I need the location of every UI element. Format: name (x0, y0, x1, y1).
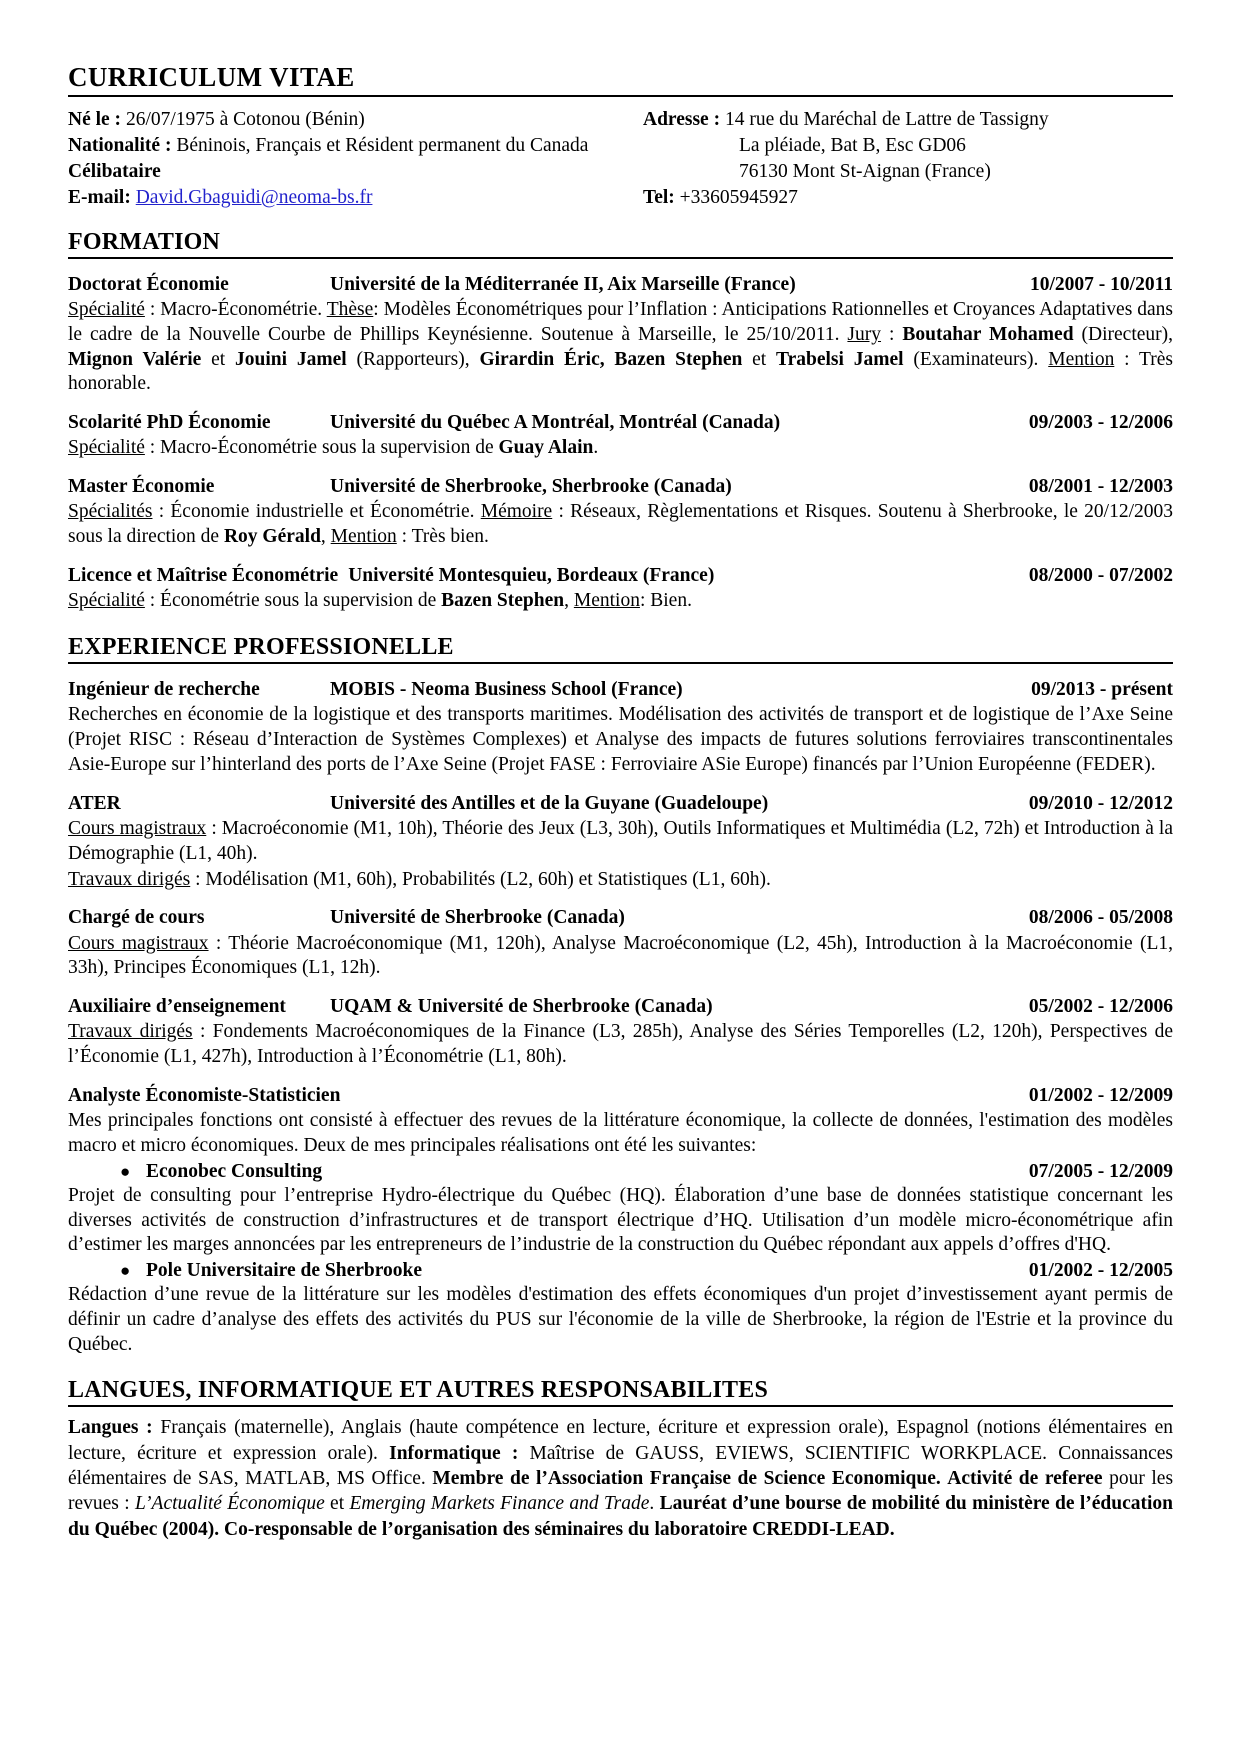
address-line-3 (643, 159, 1173, 185)
entry-header (68, 677, 1173, 702)
bullet-header-econobec (68, 1161, 1173, 1183)
bullet-date: 01/2002 - 12/2005 (1028, 1260, 1173, 1282)
section-heading-langues: LANGUES, INFORMATIQUE ET AUTRES RESPONSABILITES (68, 1377, 1173, 1407)
entry-org: Université des Antilles et de la Guyane (Guadeloupe) (330, 792, 769, 814)
entry-org: Université Montesquieu, Bordeaux (France) (348, 564, 715, 586)
bullet-dot-icon: ● (120, 1261, 131, 1281)
label-memoire: Mémoire (480, 501, 553, 523)
jury-name-2: Mignon Valérie (68, 348, 202, 370)
experience-entry-ingenieur (68, 677, 1173, 778)
jury-text-2: et (201, 348, 235, 370)
entry-org: Université de Sherbrooke, Sherbrooke (Canada) (330, 476, 732, 498)
entry-org: Université de Sherbrooke (Canada) (330, 907, 625, 929)
label-travaux-diriges: Travaux dirigés (68, 1021, 193, 1043)
entry-body (68, 436, 1173, 461)
label-specialite: Spécialité (68, 437, 145, 459)
tel-line (643, 185, 1173, 211)
entry-body (68, 500, 1173, 550)
label-specialite: Spécialité (68, 590, 145, 612)
entry-role: Auxiliaire d’enseignement (68, 996, 286, 1018)
tel-value: +33605945927 (674, 186, 798, 208)
text-1: : Économétrie sous la supervision de (144, 590, 442, 612)
label-cours-magistraux: Cours magistraux (68, 932, 209, 954)
bullet-label: Pole Universitaire de Sherbrooke (146, 1260, 423, 1282)
entry-org: Université du Québec A Montréal, Montréal (Canada) (330, 412, 781, 434)
section-heading-formation: FORMATION (68, 229, 1173, 259)
email-link[interactable]: David.Gbaguidi@neoma-bs.fr (135, 186, 373, 208)
entry-role: ATER (68, 792, 121, 814)
jury-text-3: (Rapporteurs), (346, 348, 480, 370)
page-title: CURRICULUM VITAE (68, 62, 1173, 97)
formation-entry-licence-maitrise (68, 563, 1173, 614)
bullet-date: 07/2005 - 12/2009 (1028, 1160, 1173, 1182)
text-2: , (564, 590, 574, 612)
contact-block (68, 107, 1173, 211)
entry-date: 09/2010 - 12/2012 (1028, 792, 1173, 814)
entry-role: Master Économie (68, 476, 215, 498)
experience-entry-auxiliaire (68, 994, 1173, 1070)
jury-name-5: Trabelsi Jamel (776, 348, 904, 370)
jury-text-4: et (742, 348, 777, 370)
label-langues: Langues : (68, 1417, 153, 1439)
entry-role: Doctorat Économie (68, 273, 229, 295)
jury-text-5: (Examinateurs). (903, 348, 1049, 370)
supervisor-name: Bazen Stephen (441, 590, 565, 612)
entry-header (68, 791, 1173, 816)
entry-body (68, 589, 1173, 614)
text-2: . (593, 437, 599, 459)
jury-name-4: Girardin Éric, Bazen Stephen (479, 348, 743, 370)
formation-entry-scolarite-phd (68, 410, 1173, 461)
section-heading-experience: EXPERIENCE PROFESSIONELLE (68, 634, 1173, 664)
text-4: pour les revues : (68, 1467, 1174, 1515)
label-these: Thèse (326, 299, 374, 321)
address-value-3: 76130 Mont St-Aignan (France) (739, 160, 991, 182)
supervisor-name: Roy Gérald (223, 526, 321, 548)
label-jury: Jury (847, 323, 882, 345)
address-line-2 (643, 133, 1173, 159)
experience-entry-analyste (68, 1083, 1173, 1357)
label-mention: Mention (330, 526, 397, 548)
entry-header (68, 272, 1173, 297)
birth-line (68, 107, 643, 133)
address-label: Adresse : (643, 109, 721, 130)
text-2: : Modèles Économétriques pour l’Inflation : Anticipations Rationnelles et Croyances Adaptatives dans le cadre de la Nouvelle Courbe de Phillips Keynésienne. Soutenue à Marseille, le 25/10/2011. (68, 299, 1173, 345)
bullet-label: Econobec Consulting (146, 1160, 323, 1182)
nationality-line (68, 133, 643, 159)
jury-name-3: Jouini Jamel (235, 348, 347, 370)
contact-right-column (643, 107, 1173, 211)
bullet-body: Rédaction d’une revue de la littérature sur les modèles d'estimation des effets économiques d'un projet d’investissement ayant permis de définir un cadre d’analyse des effets des activités du PUS sur l'économie de la ville de Sherbrooke, la région de l'Estrie et la province du Québec. (68, 1284, 1173, 1355)
text-6: . (649, 1493, 660, 1515)
birth-label: Né le : (68, 109, 122, 130)
entry-body (68, 298, 1173, 397)
label-specialite: Spécialité (68, 299, 145, 321)
entry-body: Mes principales fonctions ont consisté à effectuer des revues de la littérature économique, la collecte de données, l'estimation des modèles macro et micro économiques. Deux de mes principales réalisations ont été les suivantes: (68, 1110, 1173, 1157)
jury-name-1: Boutahar Mohamed (902, 323, 1074, 345)
awards-text: Lauréat d’une bourse de mobilité du ministère de l’éducation du Québec (2004). Co-responsable de l’organisation des séminaires du laboratoire CREDDI-LEAD. (68, 1493, 1173, 1540)
entry-date: 01/2002 - 12/2009 (1028, 1084, 1173, 1106)
langues-body (68, 1415, 1173, 1542)
entry-body-cours (68, 817, 1173, 867)
label-cours-magistraux: Cours magistraux (68, 818, 207, 839)
text-2: : Réseaux, Règlementations et Risques. Soutenu à Sherbrooke, le 20/12/2003 sous la direction de (68, 501, 1174, 548)
text-1: Français (maternelle), Anglais (haute compétence en lecture, écriture et expression orale), Espagnol (notions élémentaires en lecture, écriture et expression orale). (68, 1417, 1173, 1464)
entry-header (68, 1083, 1173, 1108)
marital-label: Célibataire (68, 160, 161, 182)
supervisor-name: Guay Alain (498, 437, 594, 459)
entry-body (68, 1020, 1173, 1070)
entry-date: 09/2003 - 12/2006 (1028, 412, 1173, 434)
text-1: : Macroéconomie (M1, 10h), Théorie des Jeux (L3, 30h), Outils Informatiques et Multimédia (L2, 72h) et Introduction à la Démographie (L1, 40h). (68, 818, 1173, 864)
entry-role: Licence et Maîtrise Économétrie (68, 564, 339, 586)
formation-entry-doctorat (68, 272, 1173, 397)
entry-date: 08/2001 - 12/2003 (1028, 476, 1173, 498)
text-3: : (881, 323, 903, 345)
entry-org: MOBIS - Neoma Business School (France) (330, 679, 683, 701)
label-travaux-diriges: Travaux dirigés (68, 868, 191, 890)
text-1: : Théorie Macroéconomique (M1, 120h), Analyse Macroéconomique (L2, 45h), Introduction à la Macroéconomie (L1, 33h), Principes Économiques (L1, 12h). (68, 932, 1174, 979)
text-1: : Économie industrielle et Économétrie. (152, 501, 481, 523)
membership-text: Membre de l’Association Française de Science Economique. (432, 1467, 941, 1489)
entry-date: 10/2007 - 10/2011 (1029, 273, 1173, 295)
entry-header (68, 474, 1173, 499)
text-2: Maîtrise de GAUSS, EVIEWS, SCIENTIFIC WORKPLACE. Connaissances élémentaires de SAS, MATLAB, MS Office. (68, 1442, 1173, 1489)
text-1: : Macro-Économétrie sous la supervision de (144, 437, 499, 459)
entry-date: 05/2002 - 12/2006 (1028, 996, 1173, 1018)
text-3: : Bien. (639, 590, 692, 612)
entry-date: 08/2006 - 05/2008 (1028, 907, 1173, 929)
marital-line (68, 159, 643, 185)
entry-body-travaux (68, 868, 1173, 893)
journal-name-1: L’Actualité Économique (134, 1493, 325, 1515)
address-value-2: La pléiade, Bat B, Esc GD06 (739, 134, 966, 156)
entry-header (68, 563, 1173, 588)
entry-role: Scolarité PhD Économie (68, 412, 271, 434)
bullet-body: Projet de consulting pour l’entreprise Hydro-électrique du Québec (HQ). Élaboration d’une base de données statistique concernant les diverses activités de construction d’infrastructures et de transport électrique d’HQ. Utilisation d’un modèle micro-économétrique afin d’estimer les marges annoncées par les entrepreneurs de l’industrie de la construction du Québec répondant aux appels d’offres d'HQ. (68, 1184, 1173, 1256)
label-mention: Mention (1048, 348, 1115, 370)
jury-text-1: (Directeur), (1073, 323, 1174, 345)
nationality-label: Nationalité : (68, 134, 172, 156)
tel-label: Tel: (643, 186, 675, 208)
bullet-dot-icon: ● (120, 1161, 131, 1181)
text-4: : Très honorable. (68, 348, 1173, 395)
experience-entry-charge-de-cours (68, 905, 1173, 981)
entry-org: Université de la Méditerranée II, Aix Marseille (France) (330, 273, 796, 295)
entry-role: Analyste Économiste-Statisticien (68, 1084, 341, 1106)
nationality-value: Béninois, Français et Résident permanent du Canada (171, 134, 589, 156)
address-value-1: 14 rue du Maréchal de Lattre de Tassigny (720, 109, 1049, 130)
entry-header (68, 410, 1173, 435)
experience-entry-ater (68, 791, 1173, 893)
email-line (68, 185, 643, 211)
bullet-header-pole-universitaire (68, 1260, 1173, 1282)
text-3: , (320, 526, 331, 548)
entry-date: 09/2013 - présent (1031, 679, 1173, 701)
text-1: : Fondements Macroéconomiques de la Finance (L3, 285h), Analyse des Séries Temporelles (L2, 120h), Perspectives de l’Économie (L1, 427h), Introduction à l’Économétrie (L1, 80h). (68, 1021, 1173, 1068)
entry-role: Chargé de cours (68, 907, 205, 929)
label-referee: Activité de referee (947, 1467, 1103, 1489)
label-informatique: Informatique : (389, 1442, 519, 1464)
email-label: E-mail: (68, 186, 131, 208)
label-specialites: Spécialités (68, 501, 153, 523)
journal-name-2: Emerging Markets Finance and Trade (349, 1493, 650, 1515)
formation-entry-master (68, 474, 1173, 550)
entry-header (68, 994, 1173, 1019)
text-4: : Très bien. (396, 526, 489, 548)
birth-value: 26/07/1975 à Cotonou (Bénin) (121, 109, 365, 130)
text-1: : Macro-Économétrie. (144, 299, 327, 321)
entry-org: UQAM & Université de Sherbrooke (Canada) (330, 996, 713, 1018)
contact-left-column (68, 107, 643, 211)
entry-header (68, 905, 1173, 930)
entry-date: 08/2000 - 07/2002 (1028, 564, 1173, 586)
entry-body (68, 932, 1173, 982)
text-5: et (324, 1493, 350, 1515)
text-2: : Modélisation (M1, 60h), Probabilités (L2, 60h) et Statistiques (L1, 60h). (190, 868, 771, 890)
address-line-1 (643, 107, 1173, 133)
entry-role: Ingénieur de recherche (68, 679, 260, 701)
entry-body: Recherches en économie de la logistique et des transports maritimes. Modélisation des activités de transport et de logistique de l’Axe Seine (Projet RISC : Réseau d’Interaction de Systèmes Complexes) et Analyse des impacts de futures solutions ferroviaires transcontinentales Asie-Europe sur l’hinterland des ports de l’Axe Seine (Projet FASE : Ferroviaire ASie Europe) financés par l’Union Européenne (FEDER). (68, 704, 1173, 775)
label-mention: Mention (573, 590, 640, 612)
